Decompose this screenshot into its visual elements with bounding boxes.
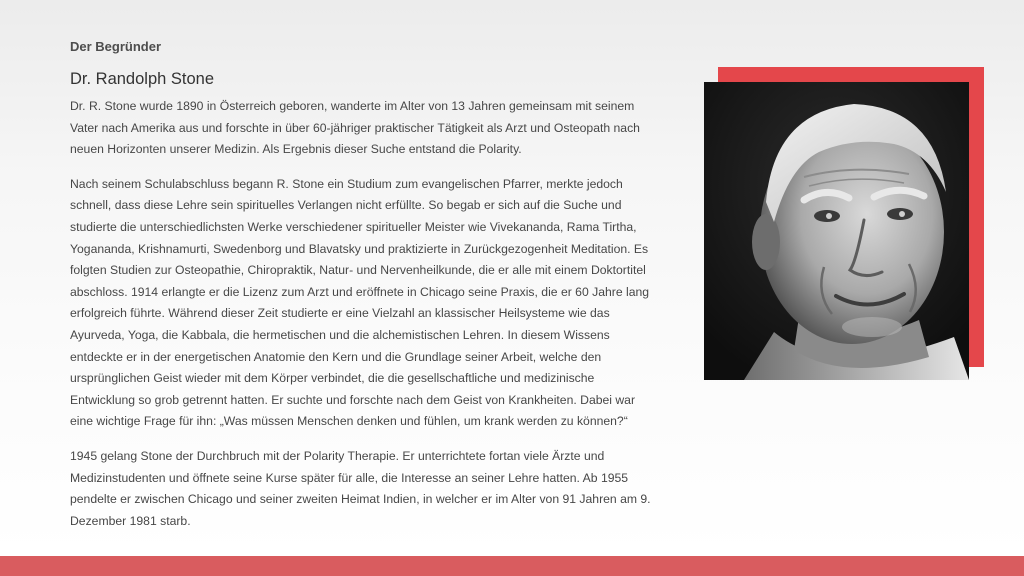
footer-bar xyxy=(0,556,1024,576)
founder-section xyxy=(70,38,660,545)
bio-paragraph-2: Nach seinem Schulabschluss begann R. Stone ein Studium zum evangelischen Pfarrer, merkte jedoch schnell, dass diese Lehre sein spirituelles Verlangen nicht erfüllte. So begab er sich auf die Suche und studierte die unterschiedlichsten Werke verschiedener spiritueller Meister wie Vivekananda, Rama Tirtha, Yogananda, Krishnamurti, Swedenborg und Blavatsky und praktizierte in Zurückgezogenheit Meditation. Es folgten Studien zur Osteopathie, Chiropraktik, Natur- und Nervenheilkunde, die er alle mit einem Doktortitel abschloss. 1914 erlangte er die Lizenz zum Arzt und eröffnete in Chicago seine Praxis, die er 60 Jahre lang erfolgreich führte. Während dieser Zeit studierte er eine Vielzahl an klassischer Heilsysteme wie das Ayurveda, Yoga, die Kabbala, die hermetischen und die alchemistischen Lehren. In diesem Wissens entdeckte er in der energetischen Anatomie den Kern und die Grundlage seiner Arbeit, welche den ursprünglichen Geist wieder mit dem Körper verbindet, die die gesellschaftliche und medizinische Entwicklung so grob getrennt hatten. Er suchte und forschte nach dem Geist von Krankheiten. Dabei war eine wichtige Frage für ihn: „Was müssen Menschen denken und fühlen, um krank werden zu können?“ xyxy=(70,176,650,429)
section-eyebrow: Der Begründer xyxy=(70,39,162,54)
portrait-frame xyxy=(704,67,986,381)
bio-paragraph-1: Dr. R. Stone wurde 1890 in Österreich geboren, wanderte im Alter von 13 Jahren gemeinsam mit seinem Vater nach Amerika aus und forschte in über 60-jähriger praktischer Tätigkeit als Arzt und Osteopath nach neuen Horizonten unserer Medizin. Als Ergebnis dieser Suche entstand die Polarity. xyxy=(70,99,640,157)
bio-paragraph-3: 1945 gelang Stone der Durchbruch mit der Polarity Therapie. Er unterrichtete fortan viele Ärzte und Medizinstudenten und öffnete seine Kurse später für alle, die Interesse an seiner Lehre hatten. Ab 1955 pendelte er zwischen Chicago und seiner zweiten Heimat Indien, in welcher er im Alter von 91 Jahren am 9. Dezember 1981 starb. xyxy=(70,448,651,528)
portrait-illustration xyxy=(704,82,969,380)
page-title: Dr. Randolph Stone xyxy=(70,70,215,88)
portrait-photo xyxy=(704,82,969,380)
